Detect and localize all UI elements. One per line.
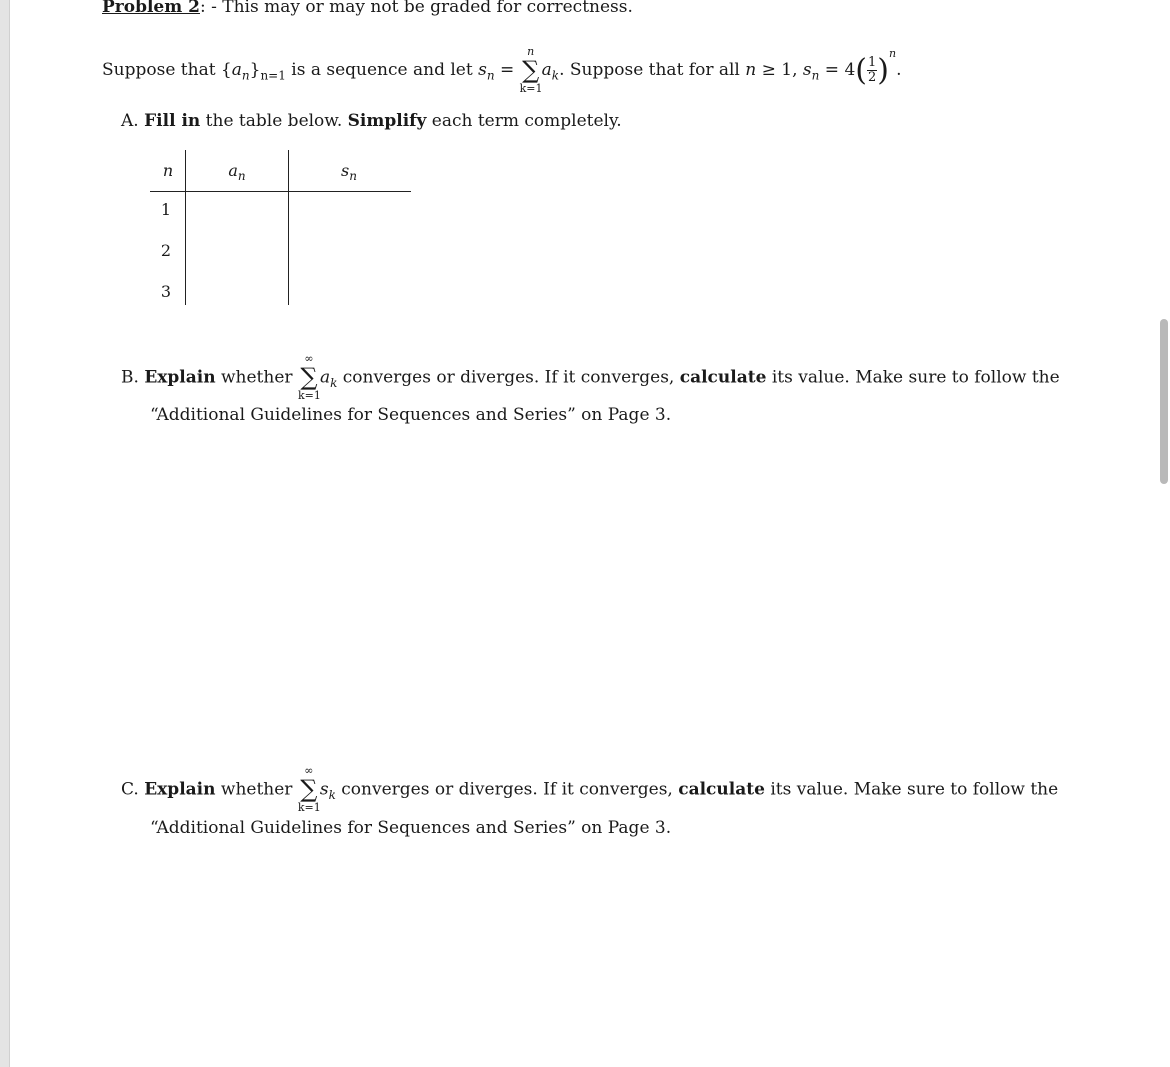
part-c-line2: “Additional Guidelines for Sequences and Series” on Page 3. xyxy=(150,818,672,838)
left-paren: ( xyxy=(855,52,867,88)
viewer-left-margin xyxy=(0,0,10,1067)
bold-text: Explain xyxy=(144,779,216,800)
bold-text: Fill in xyxy=(144,111,201,131)
fraction xyxy=(867,56,877,85)
math-n: n xyxy=(745,60,757,80)
problem-label: Problem 2 xyxy=(102,0,200,17)
range-sub: n=1 xyxy=(260,68,286,83)
sigma-symbol: ∑ xyxy=(300,775,318,803)
problem-heading xyxy=(102,0,633,17)
vertical-scrollbar[interactable] xyxy=(1160,319,1168,484)
text: its value. Make sure to follow the xyxy=(764,779,1059,800)
part-label: C. xyxy=(121,779,145,800)
row-n-2: 2 xyxy=(160,241,172,260)
summation xyxy=(519,44,543,95)
row-n-1: 1 xyxy=(160,200,172,219)
text: = 4 xyxy=(819,60,856,80)
text: converges or diverges. If it converges, xyxy=(337,367,680,388)
math-a: a xyxy=(231,60,242,80)
part-b xyxy=(121,352,1060,402)
header-sn: $s_n$ xyxy=(341,161,357,184)
frac-numerator: 1 xyxy=(867,55,877,70)
text: whether xyxy=(215,367,298,388)
math-sub: k xyxy=(328,787,336,802)
math-s: s xyxy=(319,779,329,800)
math-sub: k xyxy=(330,375,338,390)
text: Suppose that { xyxy=(102,60,232,80)
table-divider xyxy=(185,150,186,305)
sum-upper: ∞ xyxy=(304,764,314,777)
math-sub: n xyxy=(811,68,820,83)
exponent: n xyxy=(888,47,897,60)
bold-text: Simplify xyxy=(347,111,427,131)
header-an: $a_n$ xyxy=(228,161,246,184)
bold-text: calculate xyxy=(679,367,767,388)
right-paren: ) xyxy=(877,52,889,88)
bold-text: calculate xyxy=(678,779,765,800)
sum-lower: k=1 xyxy=(519,81,543,95)
table-header-rule xyxy=(150,191,411,192)
math-s: s xyxy=(478,60,487,80)
text: the table below. xyxy=(200,111,348,131)
sum-upper: n xyxy=(527,44,535,58)
text: each term completely. xyxy=(426,111,622,131)
part-a xyxy=(121,111,622,131)
part-label: B. xyxy=(121,367,145,388)
header-n: n xyxy=(162,161,174,180)
text: . Suppose that for all xyxy=(559,60,746,80)
summation xyxy=(297,764,321,814)
math-sub: n xyxy=(486,68,495,83)
math-sub: n xyxy=(241,68,250,83)
text: whether xyxy=(215,779,298,800)
row-n-3: 3 xyxy=(160,282,172,301)
problem-statement xyxy=(102,44,902,95)
sum-upper: ∞ xyxy=(304,352,314,365)
summation xyxy=(297,352,321,402)
text: ≥ 1, xyxy=(756,60,803,80)
sigma-symbol: ∑ xyxy=(300,363,318,391)
document-page xyxy=(10,0,1160,1067)
problem-note: : - This may or may not be graded for correctness. xyxy=(199,0,633,17)
math-a: a xyxy=(319,367,331,388)
math-sub: k xyxy=(551,68,560,83)
text: converges or diverges. If it converges, xyxy=(335,779,679,800)
text: . xyxy=(896,60,902,80)
frac-denominator: 2 xyxy=(867,70,877,85)
math-s: s xyxy=(802,60,812,80)
bold-text: Explain xyxy=(144,367,216,388)
text: its value. Make sure to follow the xyxy=(766,367,1060,388)
text: } xyxy=(249,60,261,80)
part-label: A. xyxy=(121,111,145,131)
math-a: a xyxy=(541,60,552,80)
table-divider xyxy=(288,150,289,305)
sum-lower: k=1 xyxy=(297,389,321,402)
text: = xyxy=(494,60,520,80)
part-b-line2: “Additional Guidelines for Sequences and Series” on Page 3. xyxy=(150,405,672,425)
part-c xyxy=(121,764,1059,814)
sum-lower: k=1 xyxy=(297,801,321,814)
text: is a sequence and let xyxy=(285,60,479,80)
sigma-symbol: ∑ xyxy=(522,55,540,84)
